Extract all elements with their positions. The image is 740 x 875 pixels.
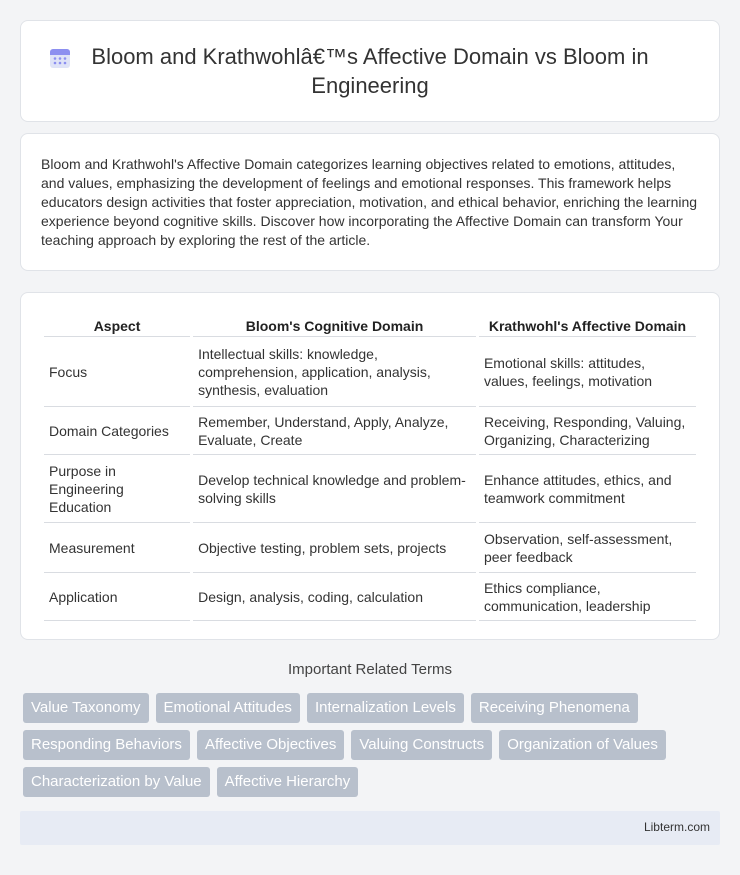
table-cell-affective: Ethics compliance, communication, leadership: [479, 573, 696, 621]
table-cell-cognitive: Design, analysis, coding, calculation: [193, 573, 476, 621]
table-cell-aspect: Measurement: [44, 523, 190, 573]
related-terms-title: Important Related Terms: [288, 661, 452, 678]
table-header-row: [44, 316, 696, 337]
table-cell-cognitive: Develop technical knowledge and problem-solving skills: [193, 455, 476, 523]
related-term-tag[interactable]: Characterization by Value: [23, 767, 210, 797]
table-cell-cognitive: Objective testing, problem sets, projects: [193, 523, 476, 573]
related-term-tag[interactable]: Responding Behaviors: [23, 730, 190, 760]
related-term-tag[interactable]: Value Taxonomy: [23, 693, 149, 723]
intro-card: [20, 133, 720, 271]
related-term-tag[interactable]: Affective Hierarchy: [217, 767, 359, 797]
table-cell-cognitive: Remember, Understand, Apply, Analyze, Evaluate, Create: [193, 407, 476, 455]
table-cell-aspect: Focus: [44, 337, 190, 407]
comparison-table: [41, 316, 699, 621]
header-affective: Krathwohl's Affective Domain: [479, 316, 696, 337]
related-term-tag[interactable]: Organization of Values: [499, 730, 666, 760]
table-row: [44, 573, 696, 621]
table-cell-affective: Receiving, Responding, Valuing, Organizing, Characterizing: [479, 407, 696, 455]
related-term-tag[interactable]: Internalization Levels: [307, 693, 464, 723]
page-title: Bloom and Krathwohlâ€™s Affective Domain vs Bloom in Engineering: [91, 44, 649, 98]
table-row: [44, 407, 696, 455]
header-card: [20, 20, 720, 122]
related-terms-list: [23, 693, 713, 797]
table-row: [44, 455, 696, 523]
footer-bar: [20, 811, 720, 845]
related-term-tag[interactable]: Receiving Phenomena: [471, 693, 638, 723]
table-row: [44, 337, 696, 407]
related-term-tag[interactable]: Valuing Constructs: [351, 730, 492, 760]
header-aspect: Aspect: [44, 316, 190, 337]
related-term-tag[interactable]: Emotional Attitudes: [156, 693, 300, 723]
table-cell-cognitive: Intellectual skills: knowledge, comprehension, application, analysis, synthesis, evaluation: [193, 337, 476, 407]
related-term-tag[interactable]: Affective Objectives: [197, 730, 344, 760]
table-cell-aspect: Application: [44, 573, 190, 621]
table-cell-aspect: Domain Categories: [44, 407, 190, 455]
comparison-table-card: [20, 292, 720, 640]
header-cognitive: Bloom's Cognitive Domain: [193, 316, 476, 337]
table-cell-affective: Observation, self-assessment, peer feedback: [479, 523, 696, 573]
table-cell-affective: Enhance attitudes, ethics, and teamwork commitment: [479, 455, 696, 523]
table-cell-aspect: Purpose in Engineering Education: [44, 455, 190, 523]
table-row: [44, 523, 696, 573]
intro-paragraph: Bloom and Krathwohl's Affective Domain categorizes learning objectives related to emotions, attitudes, and values, emphasizing the development of feelings and emotional responses. This framework helps educators design activities that foster appreciation, motivation, and ethical behavior, enriching the learning experience beyond cognitive skills. Discover how incorporating the Affective Domain can transform Your teaching approach by exploring the rest of the article.: [41, 156, 698, 248]
footer-site-link[interactable]: Libterm.com: [643, 820, 710, 834]
table-cell-affective: Emotional skills: attitudes, values, feelings, motivation: [479, 337, 696, 407]
